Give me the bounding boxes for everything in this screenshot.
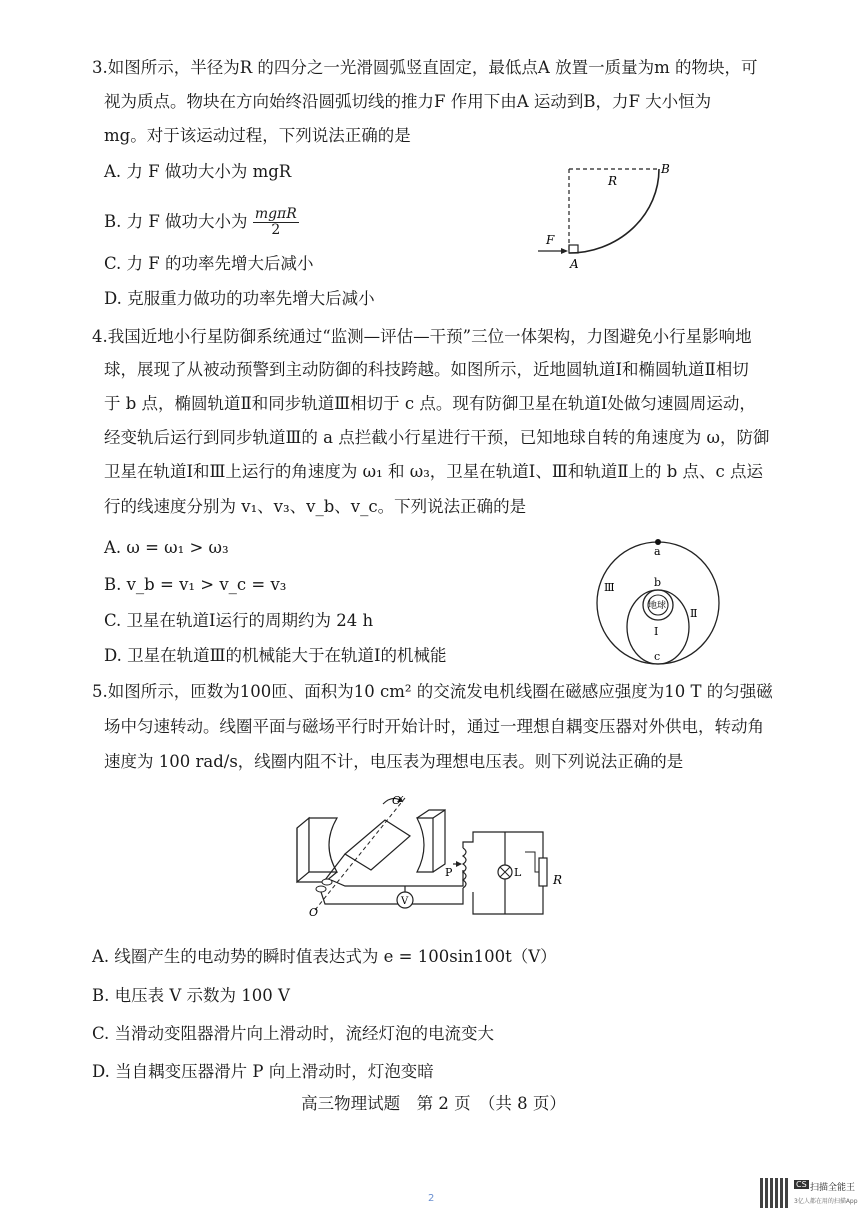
- q4-label-III: Ⅲ: [604, 581, 615, 594]
- scanner-watermark: [760, 1178, 860, 1214]
- q5-magnet-right-top: [417, 810, 445, 818]
- q5-label-P: P: [445, 866, 453, 879]
- q4-option-b: B. v_b = v₁ > v_c = v₃: [104, 575, 287, 594]
- scanner-slogan: 3亿人都在用的扫描App: [794, 1198, 858, 1205]
- q5-option-a: A. 线圈产生的电动势的瞬时值表达式为 e = 100sin100t（V）: [92, 947, 557, 966]
- q3-quarter-arc-figure: [528, 160, 688, 275]
- q4-label-a: a: [654, 545, 661, 558]
- q4-line-3: 于 b 点，椭圆轨道Ⅱ和同步轨道Ⅲ相切于 c 点。现有防御卫星在轨道Ⅰ处做匀速圆周运动，: [104, 394, 756, 413]
- q5-line-3: 速度为 100 rad/s，线圈内阻不计，电压表为理想电压表。则下列说法正确的是: [104, 752, 684, 771]
- q3-label-R: R: [608, 174, 618, 188]
- q5-wire-bottom: [321, 888, 463, 904]
- q4-orbit-figure: [592, 535, 727, 670]
- q5-magnet-right-side: [433, 810, 445, 872]
- q3-line-2: 视为质点。物块在方向始终沿圆弧切线的推力F 作用下由A 运动到B，力F 大小恒为: [104, 92, 712, 111]
- q5-coil: [345, 820, 410, 870]
- q3-label-F: F: [546, 233, 555, 247]
- q4-line-4: 经变轨后运行到同步轨道Ⅲ的 a 点拦截小行星进行干预，已知地球自转的角速度为 ω，防御: [104, 428, 770, 447]
- q3-label-B: B: [661, 162, 670, 176]
- q3-option-a: A. 力 F 做功大小为 mgR: [104, 162, 292, 181]
- q5-slip-ring-1: [322, 879, 332, 885]
- q3-option-d: D. 克服重力做功的功率先增大后减小: [104, 289, 375, 308]
- q3-block: [569, 245, 578, 253]
- page-footer: 高三物理试题 第 2 页 （共 8 页）: [301, 1094, 566, 1113]
- q3-option-b-fraction: [253, 207, 299, 238]
- q4-line-2: 球，展现了从被动预警到主动防御的科技跨越。如图所示，近地圆轨道Ⅰ和椭圆轨道Ⅱ相切: [104, 360, 749, 379]
- q4-line-1: 4.我国近地小行星防御系统通过“监测—评估—干预”三位一体架构，力图避免小行星影响地: [92, 327, 752, 346]
- q5-option-b: B. 电压表 V 示数为 100 V: [92, 986, 290, 1005]
- q3-option-b: [104, 207, 299, 238]
- q5-line-2: 场中匀速转动。线圈平面与磁场平行时开始计时，通过一理想自耦变压器对外供电，转动角: [104, 717, 764, 736]
- q3-option-b-numerator: mgπR: [254, 206, 297, 222]
- qr-code-icon: [760, 1178, 790, 1208]
- q4-line-5: 卫星在轨道Ⅰ和Ⅲ上运行的角速度为 ω₁ 和 ω₃，卫星在轨道Ⅰ、Ⅲ和轨道Ⅱ上的 b 点、c 点运: [104, 462, 763, 481]
- q5-option-c: C. 当滑动变阻器滑片向上滑动时，流经灯泡的电流变大: [92, 1024, 495, 1043]
- q3-option-c: C. 力 F 的功率先增大后减小: [104, 254, 314, 273]
- q5-label-O: O: [309, 906, 319, 919]
- q3-line-3: mg。对于该运动过程，下列说法正确的是: [104, 126, 411, 145]
- q5-magnet-left-pole: [309, 818, 337, 872]
- q5-label-R: R: [553, 873, 563, 887]
- q5-wire-top: [331, 870, 463, 886]
- q5-label-V: V: [401, 896, 409, 907]
- q4-option-d: D. 卫星在轨道Ⅲ的机械能大于在轨道Ⅰ的机械能: [104, 646, 447, 665]
- scanner-cs-logo: CS: [796, 1180, 807, 1189]
- q3-option-b-denominator: 2: [271, 222, 281, 238]
- q5-rheostat-slider: [525, 852, 539, 872]
- q4-label-earth: 地球: [648, 601, 667, 611]
- page-number: 2: [428, 1193, 435, 1204]
- scanner-brand: 扫描全能王: [810, 1183, 856, 1193]
- q4-label-II: Ⅱ: [690, 607, 698, 620]
- q5-rheostat: [539, 858, 547, 886]
- q4-label-b: b: [654, 576, 662, 589]
- q5-slip-ring-2: [316, 886, 326, 892]
- q4-option-c: C. 卫星在轨道Ⅰ运行的周期约为 24 h: [104, 611, 374, 630]
- q5-magnet-right-pole: [417, 818, 433, 872]
- q5-label-L: L: [514, 866, 522, 879]
- q4-line-6: 行的线速度分别为 v₁、v₃、v_b、v_c。下列说法正确的是: [104, 497, 527, 516]
- q3-force-arrowhead: [561, 248, 568, 254]
- q3-option-b-prefix: B. 力 F 做功大小为: [104, 212, 248, 231]
- q5-slider-P-arrowhead: [456, 861, 462, 867]
- q4-label-I: Ⅰ: [654, 625, 659, 638]
- q5-option-d: D. 当自耦变压器滑片 P 向上滑动时，灯泡变暗: [92, 1062, 434, 1081]
- q4-option-a: A. ω = ω₁ > ω₃: [104, 538, 229, 557]
- q5-magnet-left-face: [297, 818, 309, 882]
- q4-label-c: c: [654, 650, 661, 663]
- q3-label-A: A: [570, 257, 579, 271]
- q5-generator-circuit-figure: [285, 792, 575, 922]
- q5-line-1: 5.如图所示，匝数为100匝、面积为10 cm² 的交流发电机线圈在磁感应强度为10 T 的匀强磁: [92, 682, 773, 701]
- q3-line-1: 3.如图所示，半径为R 的四分之一光滑圆弧竖直固定，最低点A 放置一质量为m 的物块，可: [92, 58, 758, 77]
- q5-label-O1: O′: [392, 794, 404, 807]
